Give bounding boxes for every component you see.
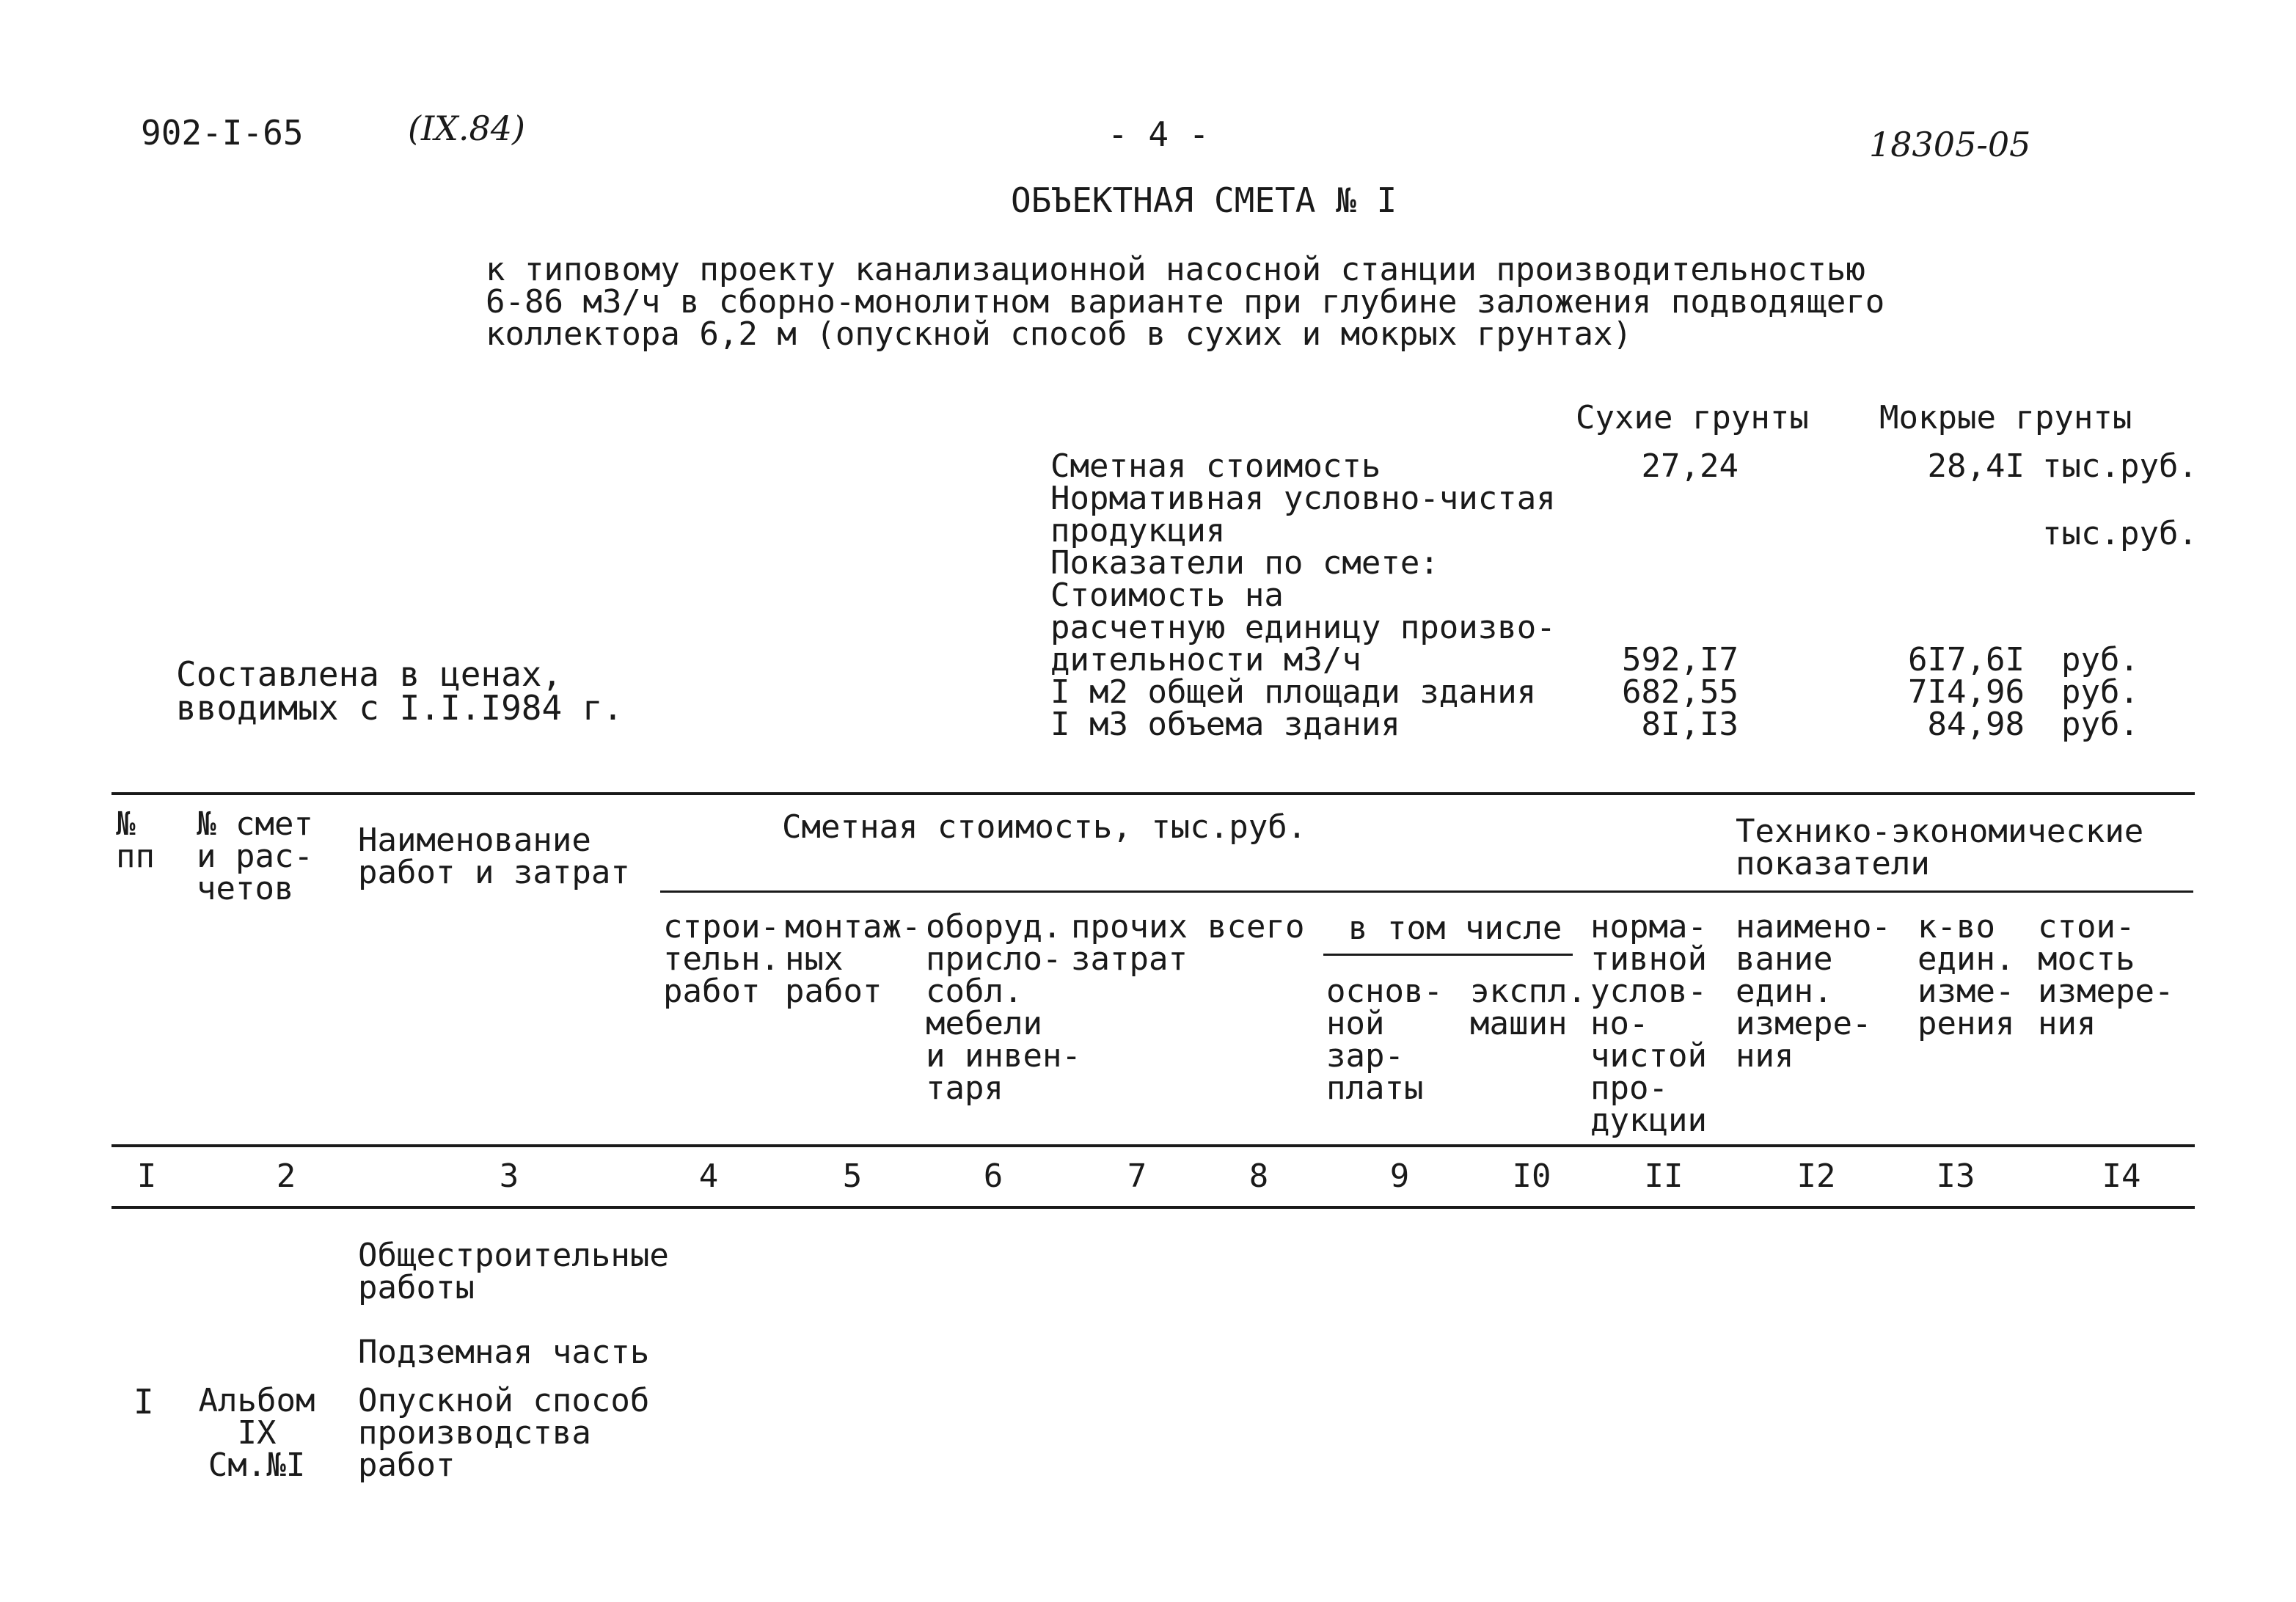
header-normative: тивной	[1590, 940, 1707, 978]
header-name: работ и затрат	[358, 854, 630, 891]
column-number: 5	[842, 1157, 863, 1195]
document-title: ОБЪЕКТНАЯ СМЕТА № I	[1011, 180, 1397, 220]
header-unit-qty: рения	[1917, 1005, 2015, 1042]
section-general-construction: Общестроительные	[358, 1237, 669, 1274]
header-equipment: собл.	[926, 973, 1023, 1010]
column-number: I2	[1796, 1157, 1836, 1195]
row-reference: IX	[237, 1414, 277, 1452]
header-no: пп	[116, 838, 155, 875]
summary-label: Показатели по смете:	[1050, 544, 1439, 582]
summary-label: продукция	[1050, 512, 1226, 549]
column-number: 4	[698, 1157, 719, 1195]
header-salary: зар-	[1326, 1037, 1404, 1075]
subtitle-line-1: к типовому проекту канализационной насосной станции производительностью	[486, 251, 1865, 288]
summary-unit: тыс.руб.	[2042, 515, 2198, 552]
header-equipment: мебели	[926, 1005, 1042, 1042]
header-equipment: и инвен-	[926, 1037, 1081, 1075]
header-equipment: таря	[926, 1069, 1003, 1107]
summary-label: расчетную единицу произво-	[1050, 609, 1556, 646]
summary-dry-value: 27,24	[1641, 447, 1739, 485]
summary-label: дительности м3/ч	[1050, 641, 1361, 679]
header-total: всего	[1207, 908, 1305, 946]
header-unit-cost: ния	[2038, 1005, 2096, 1042]
summary-wet-value: 7I4,96	[1908, 673, 2025, 711]
header-unit-qty: изме-	[1917, 973, 2015, 1010]
summary-label: Сметная стоимость	[1050, 447, 1381, 485]
header-salary: платы	[1326, 1069, 1424, 1107]
header-estimates: и рас-	[197, 838, 313, 875]
header-estimates: № смет	[197, 805, 313, 843]
summary-unit: руб.	[2061, 706, 2139, 743]
table-numbers-bottom-rule	[111, 1206, 2195, 1209]
header-unit-name: един.	[1736, 973, 1833, 1010]
table-top-rule	[111, 792, 2195, 795]
header-normative: норма-	[1590, 908, 1707, 946]
header-tech-group: показатели	[1736, 845, 1930, 882]
column-number: I4	[2102, 1157, 2141, 1195]
summary-label: I м2 общей площади здания	[1050, 673, 1537, 711]
issue-date: (IX.84)	[408, 109, 525, 148]
summary-dry-value: 592,I7	[1622, 641, 1739, 679]
doc-number: 902-I-65	[141, 113, 304, 153]
header-other: затрат	[1071, 940, 1188, 978]
header-unit-qty: к-во	[1917, 908, 1995, 946]
column-dry-soil: Сухие грунты	[1576, 399, 1809, 436]
header-unit-name: вание	[1736, 940, 1833, 978]
header-normative: дукции	[1590, 1102, 1707, 1139]
header-mounting: работ	[785, 973, 882, 1010]
column-number: 8	[1248, 1157, 1269, 1195]
summary-wet-value: 6I7,6I	[1908, 641, 2025, 679]
row-name: Опускной способ	[358, 1382, 650, 1419]
summary-label: Нормативная условно-чистая	[1050, 480, 1556, 517]
table-header-bottom-rule	[111, 1144, 2195, 1147]
summary-unit: тыс.руб.	[2042, 447, 2198, 485]
section-underground: Подземная часть	[358, 1334, 650, 1371]
summary-unit: руб.	[2061, 641, 2139, 679]
header-mounting: ных	[785, 940, 844, 978]
header-no: №	[116, 805, 136, 843]
column-number: 2	[276, 1157, 296, 1195]
page-number: - 4 -	[1108, 114, 1210, 154]
summary-dry-value: 682,55	[1622, 673, 1739, 711]
header-construction: строи-	[663, 908, 780, 946]
header-estimates: четов	[197, 870, 294, 907]
header-construction: работ	[663, 973, 761, 1010]
header-unit-name: наимено-	[1736, 908, 1891, 946]
summary-unit: руб.	[2061, 673, 2139, 711]
header-equipment: присло-	[926, 940, 1062, 978]
header-mounting: монтаж-	[785, 908, 921, 946]
header-unit-cost: мость	[2038, 940, 2135, 978]
header-unit-qty: един.	[1917, 940, 2015, 978]
header-tech-group: Технико-экономические	[1736, 813, 2144, 850]
compiled-note-line-2: вводимых с I.I.I984 г.	[176, 688, 624, 728]
row-name: производства	[358, 1414, 591, 1452]
header-machines: экспл.	[1470, 973, 1587, 1010]
column-number: 3	[499, 1157, 519, 1195]
column-number: I3	[1936, 1157, 1975, 1195]
column-number: I0	[1512, 1157, 1551, 1195]
document-code: 18305-05	[1869, 125, 2031, 164]
header-unit-cost: измере-	[2038, 973, 2174, 1010]
header-normative: но-	[1590, 1005, 1649, 1042]
header-including: в том числе	[1348, 910, 1562, 947]
compiled-note-line-1: Составлена в ценах,	[176, 654, 563, 694]
column-wet-soil: Мокрые грунты	[1879, 399, 2132, 436]
summary-dry-value: 8I,I3	[1641, 706, 1739, 743]
column-number: I	[136, 1157, 157, 1195]
header-unit-name: измере-	[1736, 1005, 1872, 1042]
column-number: 9	[1389, 1157, 1410, 1195]
header-other: прочих	[1071, 908, 1188, 946]
header-normative: услов-	[1590, 973, 1707, 1010]
summary-wet-value: 28,4I	[1927, 447, 2025, 485]
row-reference: См.№I	[208, 1446, 306, 1484]
header-construction: тельн.	[663, 940, 780, 978]
header-unit-name: ния	[1736, 1037, 1794, 1075]
summary-label: I м3 объема здания	[1050, 706, 1400, 743]
table-incl-rule	[1323, 954, 1573, 956]
row-reference: Альбом	[198, 1382, 315, 1419]
header-name: Наименование	[358, 822, 591, 859]
header-unit-cost: стои-	[2038, 908, 2135, 946]
summary-wet-value: 84,98	[1927, 706, 2025, 743]
subtitle-line-3: коллектора 6,2 м (опускной способ в сухих и мокрых грунтах)	[486, 315, 1632, 353]
header-normative: чистой	[1590, 1037, 1707, 1075]
summary-label: Стоимость на	[1050, 577, 1284, 614]
row-name: работ	[358, 1446, 456, 1484]
row-number: I	[134, 1382, 154, 1422]
subtitle-line-2: 6-86 м3/ч в сборно-монолитном варианте при глубине заложения подводящего	[486, 283, 1885, 321]
header-cost-group: Сметная стоимость, тыс.руб.	[782, 808, 1307, 846]
column-number: II	[1644, 1157, 1683, 1195]
column-number: 7	[1127, 1157, 1147, 1195]
table-group-rule	[660, 890, 2193, 893]
header-salary: ной	[1326, 1005, 1385, 1042]
header-normative: про-	[1590, 1069, 1668, 1107]
section-general-construction: работы	[358, 1269, 475, 1306]
header-equipment: оборуд.	[926, 908, 1062, 946]
header-machines: машин	[1470, 1005, 1568, 1042]
column-number: 6	[983, 1157, 1003, 1195]
header-salary: основ-	[1326, 973, 1443, 1010]
